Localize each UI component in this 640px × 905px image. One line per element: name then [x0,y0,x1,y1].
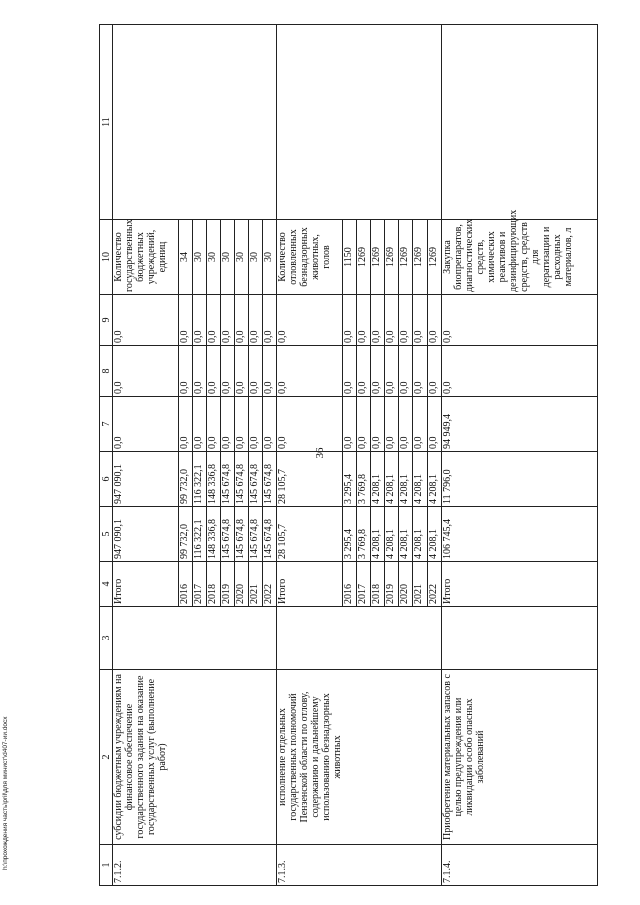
federal-budget-cell: 0,0 [192,397,206,452]
other-sources-cell: 0,0 [192,295,206,346]
section-name: субсидии бюджетным учреждениям на финансовое обеспечение государственного задания на оказание государственных услуг (выполнение работ) [113,670,277,845]
local-budget-cell: 0,0 [178,346,192,397]
federal-budget-cell: 0,0 [277,397,343,452]
federal-budget-cell: 0,0 [178,397,192,452]
rotated-table-page [99,24,598,886]
year-cell: 2019 [220,562,234,607]
indicator-value: 1269 [427,220,441,295]
total-amount-cell: 4 208,1 [371,507,385,562]
total-amount-cell: 4 208,1 [399,507,413,562]
total-amount-cell: 145 674,8 [263,507,277,562]
program-table [99,24,598,886]
year-cell: 2017 [192,562,206,607]
column-number: 6 [100,452,113,507]
federal-budget-cell: 94 949,4 [441,397,597,452]
other-sources-cell: 0,0 [427,295,441,346]
regional-budget-cell: 145 674,8 [249,452,263,507]
indicator-value: 1269 [357,220,371,295]
regional-budget-cell: 145 674,8 [235,452,249,507]
section-code: 7.1.2. [113,845,277,886]
empty-cell [113,25,277,220]
year-cell: Итого [113,562,179,607]
local-budget-cell: 0,0 [343,346,357,397]
federal-budget-cell: 0,0 [249,397,263,452]
other-sources-cell: 0,0 [235,295,249,346]
total-amount-cell: 99 732,0 [178,507,192,562]
year-cell: 2017 [357,562,371,607]
regional-budget-cell: 99 732,0 [178,452,192,507]
indicator-value: 1269 [385,220,399,295]
total-amount-cell: 4 208,1 [385,507,399,562]
total-amount-cell: 145 674,8 [249,507,263,562]
section-total-row [113,25,179,886]
indicator-value: 1269 [399,220,413,295]
other-sources-cell: 0,0 [385,295,399,346]
federal-budget-cell: 0,0 [357,397,371,452]
local-budget-cell: 0,0 [113,346,179,397]
column-number: 10 [100,220,113,295]
column-number: 2 [100,670,113,845]
federal-budget-cell: 0,0 [427,397,441,452]
column-number: 9 [100,295,113,346]
regional-budget-cell: 148 336,8 [206,452,220,507]
column-number: 7 [100,397,113,452]
regional-budget-cell: 145 674,8 [263,452,277,507]
other-sources-cell: 0,0 [413,295,427,346]
total-amount-cell: 947 090,1 [113,507,179,562]
local-budget-cell: 0,0 [357,346,371,397]
other-sources-cell: 0,0 [343,295,357,346]
total-amount-cell: 145 674,8 [235,507,249,562]
regional-budget-cell: 4 208,1 [399,452,413,507]
federal-budget-cell: 0,0 [206,397,220,452]
total-amount-cell: 3 769,8 [357,507,371,562]
federal-budget-cell: 0,0 [371,397,385,452]
empty-cell [277,607,441,670]
other-sources-cell: 0,0 [357,295,371,346]
other-sources-cell: 0,0 [277,295,343,346]
year-cell: 2021 [413,562,427,607]
regional-budget-cell: 4 208,1 [371,452,385,507]
indicator-name: Количество государственных бюджетных учреждений, единиц [113,220,179,295]
section-name: исполнение отдельных государственных полномочий Пензенской области по отлову, содержанию и дальнейшему использованию безнадзорных животных [277,670,441,845]
local-budget-cell: 0,0 [385,346,399,397]
year-cell: 2018 [371,562,385,607]
empty-cell [113,607,277,670]
local-budget-cell: 0,0 [249,346,263,397]
year-cell: Итого [441,562,597,607]
regional-budget-cell: 116 322,1 [192,452,206,507]
local-budget-cell: 0,0 [206,346,220,397]
other-sources-cell: 0,0 [441,295,597,346]
local-budget-cell: 0,0 [371,346,385,397]
column-number: 1 [100,845,113,886]
indicator-name: Закупка биопрепаратов, диагностических средств, химических реактивов и дезинфицирующих средств, средств для дератизации и расходных материалов, л [441,220,597,295]
section-code: 7.1.3. [277,845,441,886]
year-cell: 2022 [427,562,441,607]
other-sources-cell: 0,0 [371,295,385,346]
other-sources-cell: 0,0 [113,295,179,346]
empty-cell [441,25,597,220]
other-sources-cell: 0,0 [178,295,192,346]
year-cell: 2016 [343,562,357,607]
other-sources-cell: 0,0 [220,295,234,346]
year-cell: 2020 [399,562,413,607]
empty-cell [277,25,441,220]
federal-budget-cell: 0,0 [343,397,357,452]
regional-budget-cell: 3 295,4 [343,452,357,507]
column-number: 8 [100,346,113,397]
local-budget-cell: 0,0 [427,346,441,397]
federal-budget-cell: 0,0 [263,397,277,452]
table-body [113,25,598,886]
indicator-value: 30 [235,220,249,295]
indicator-value: 30 [263,220,277,295]
footer-file-path: h:\прохождения часть\pril\для минист\d407-ии.docx [2,716,9,870]
local-budget-cell: 0,0 [277,346,343,397]
regional-budget-cell: 3 769,8 [357,452,371,507]
federal-budget-cell: 0,0 [235,397,249,452]
section-total-row [277,25,343,886]
total-amount-cell: 148 336,8 [206,507,220,562]
local-budget-cell: 0,0 [399,346,413,397]
indicator-value: 1269 [371,220,385,295]
other-sources-cell: 0,0 [263,295,277,346]
year-cell: Итого [277,562,343,607]
total-amount-cell: 3 295,4 [343,507,357,562]
year-cell: 2022 [263,562,277,607]
local-budget-cell: 0,0 [413,346,427,397]
federal-budget-cell: 0,0 [220,397,234,452]
indicator-value: 30 [192,220,206,295]
federal-budget-cell: 0,0 [399,397,413,452]
total-amount-cell: 28 105,7 [277,507,343,562]
indicator-value: 1269 [413,220,427,295]
regional-budget-cell: 4 208,1 [385,452,399,507]
column-number: 11 [100,25,113,220]
local-budget-cell: 0,0 [220,346,234,397]
other-sources-cell: 0,0 [206,295,220,346]
federal-budget-cell: 0,0 [413,397,427,452]
other-sources-cell: 0,0 [249,295,263,346]
total-amount-cell: 116 322,1 [192,507,206,562]
regional-budget-cell: 28 105,7 [277,452,343,507]
federal-budget-cell: 0,0 [113,397,179,452]
section-total-row [441,25,597,886]
indicator-value: 30 [249,220,263,295]
regional-budget-cell: 145 674,8 [220,452,234,507]
year-cell: 2018 [206,562,220,607]
regional-budget-cell: 4 208,1 [427,452,441,507]
year-cell: 2016 [178,562,192,607]
total-amount-cell: 106 745,4 [441,507,597,562]
regional-budget-cell: 11 796,0 [441,452,597,507]
local-budget-cell: 0,0 [235,346,249,397]
local-budget-cell: 0,0 [441,346,597,397]
year-cell: 2019 [385,562,399,607]
indicator-value: 34 [178,220,192,295]
local-budget-cell: 0,0 [192,346,206,397]
indicator-name: Количество отловленных безнадзорных животных, голов [277,220,343,295]
total-amount-cell: 4 208,1 [427,507,441,562]
column-number: 5 [100,507,113,562]
section-code: 7.1.4. [441,845,597,886]
indicator-value: 1150 [343,220,357,295]
federal-budget-cell: 0,0 [385,397,399,452]
regional-budget-cell: 4 208,1 [413,452,427,507]
total-amount-cell: 4 208,1 [413,507,427,562]
page-number: 36 [314,447,326,459]
total-amount-cell: 145 674,8 [220,507,234,562]
year-cell: 2020 [235,562,249,607]
column-number: 3 [100,607,113,670]
year-cell: 2021 [249,562,263,607]
empty-cell [441,607,597,670]
local-budget-cell: 0,0 [263,346,277,397]
indicator-value: 30 [220,220,234,295]
section-name: Приобретение материальных запасов с целью предупреждения или ликвидации особо опасных заболеваний [441,670,597,845]
other-sources-cell: 0,0 [399,295,413,346]
column-number: 4 [100,562,113,607]
indicator-value: 30 [206,220,220,295]
column-number-row [100,25,113,886]
regional-budget-cell: 947 090,1 [113,452,179,507]
